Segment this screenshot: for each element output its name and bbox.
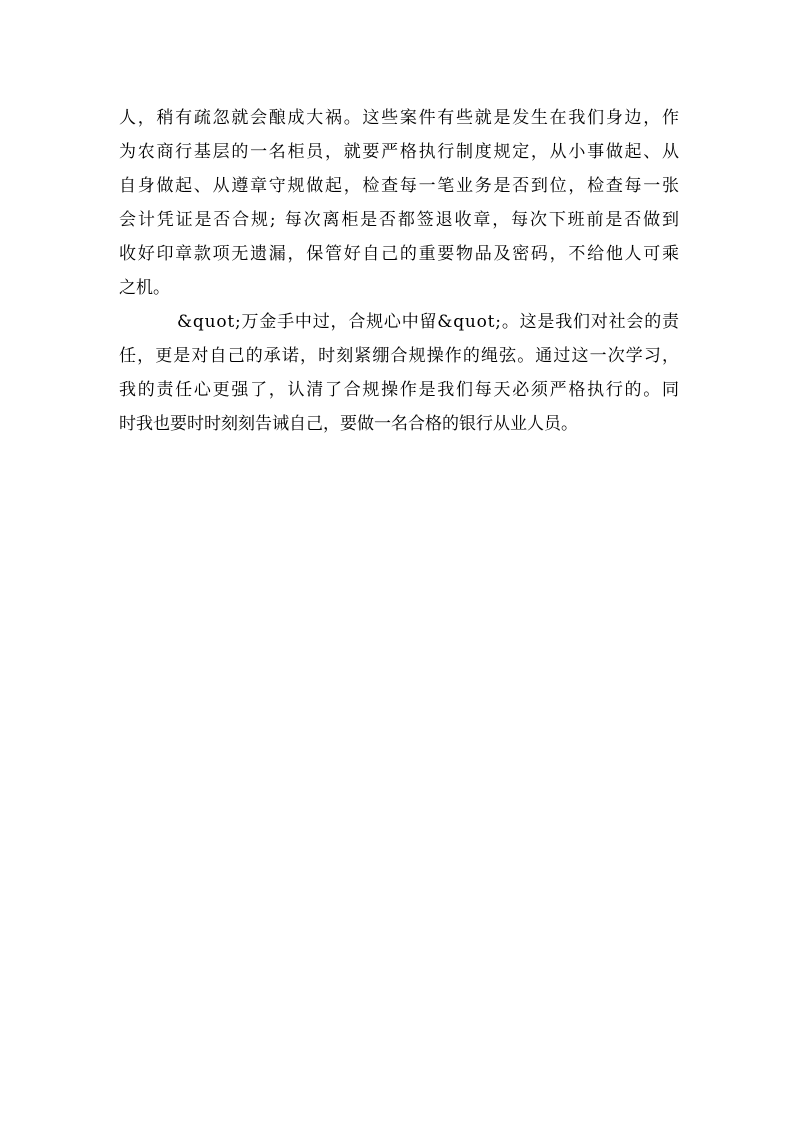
paragraph-line: [119, 135, 679, 169]
line-text: &quot;万金手中过，合规心中留&quot;。这是我们对社会的责: [177, 312, 680, 332]
line-text: 之机。: [119, 278, 170, 298]
line-text: 会计凭证是否合规; 每次离柜是否都签退收章，每次下班前是否做到: [119, 210, 681, 230]
line-text: 人，稍有疏忽就会酿成大祸。这些案件有些就是发生在我们身边，作: [119, 108, 681, 128]
paragraph-line: [119, 203, 679, 237]
paragraph-line: [119, 407, 679, 441]
paragraph-line: [119, 271, 679, 305]
document-body: [119, 101, 679, 441]
paragraph-line: [119, 101, 679, 135]
line-text: 收好印章款项无遗漏，保管好自己的重要物品及密码，不给他人可乘: [119, 244, 681, 264]
paragraph-line: [119, 373, 679, 407]
line-text: 任，更是对自己的承诺，时刻紧绷合规操作的绳弦。通过这一次学习，: [119, 346, 681, 366]
paragraph-line: [119, 169, 679, 203]
paragraph-line: [119, 305, 679, 339]
paragraph-2: [119, 305, 679, 441]
paragraph-line: [119, 339, 679, 373]
paragraph-1: [119, 101, 679, 305]
line-text: 为农商行基层的一名柜员，就要严格执行制度规定，从小事做起、从: [119, 142, 681, 162]
line-text: 我的责任心更强了，认清了合规操作是我们每天必须严格执行的。同: [119, 380, 681, 400]
line-text: 自身做起、从遵章守规做起，检查每一笔业务是否到位，检查每一张: [119, 176, 681, 196]
line-text: 时我也要时时刻刻告诫自己，要做一名合格的银行从业人员。: [119, 414, 578, 434]
paragraph-line: [119, 237, 679, 271]
